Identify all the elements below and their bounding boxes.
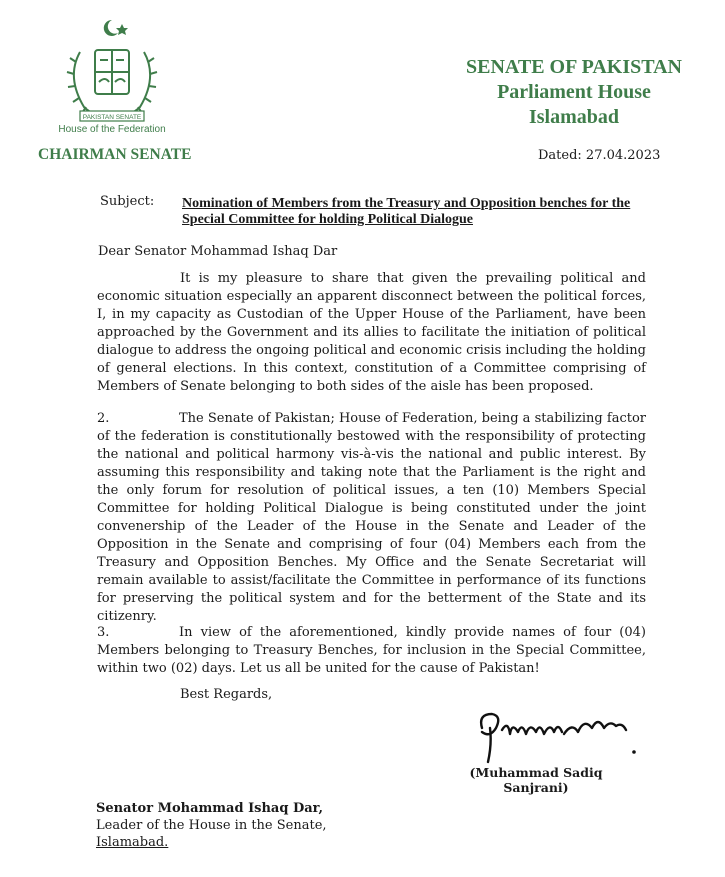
closing: Best Regards, [180, 687, 273, 702]
org-building: Parliament House [497, 81, 651, 103]
paragraph-3 [97, 624, 646, 678]
paragraph-3-text: In view of the aforementioned, kindly provide names of four (04) Members belonging to Treasury Benches, for inclusion in the Special Committee, within two (02) days. Let us all be united for the cause of Pakistan! [97, 625, 646, 676]
office-title: CHAIRMAN SENATE [38, 146, 192, 163]
subject-label: Subject: [100, 194, 155, 209]
signatory-name: (Muhammad Sadiq Sanjrani) [469, 765, 603, 795]
handwritten-signature [468, 706, 643, 766]
salutation: Dear Senator Mohammad Ishaq Dar [98, 244, 338, 259]
organization-block [440, 55, 708, 130]
recipient-name: Senator Mohammad Ishaq Dar, [96, 801, 324, 816]
paragraph-1-text: It is my pleasure to share that given the prevailing political and economic situation especially an apparent disconnect between the political forces, I, in my capacity as Custodian of the Upper House of the Parliament, have been approached by the Government and its allies to facilitate the initiation of political dialogue to address the ongoing political and economic crisis including the holding of general elections. In this context, constitution of a Committee comprising of Members of Senate belonging to both sides of the aisle has been proposed. [97, 271, 646, 394]
subject-text: Nomination of Members from the Treasury and Opposition benches for the Special Committee for holding Political Dialogue [182, 196, 631, 227]
senate-emblem-logo [62, 12, 162, 132]
org-name: SENATE OF PAKISTAN [466, 56, 682, 78]
org-city: Islamabad [528, 106, 620, 128]
paragraph-number: 2. [97, 411, 110, 426]
letter-date: Dated: 27.04.2023 [538, 148, 661, 163]
recipient-city: Islamabad. [96, 835, 169, 850]
house-label: House of the Federation [58, 124, 166, 135]
paragraph-2-text: The Senate of Pakistan; House of Federation, being a stabilizing factor of the federation is constitutionally bestowed with the responsibility of protecting the national and political harmony vis-à-vis the national and public interest. By assuming this responsibility and taking note that the Parliament is the right and the only forum for resolution of political issues, a ten (10) Members Special Committee for holding Political Dialogue is being constituted under the joint convenership of the Leader of the House in the Senate and Leader of the Opposition in the Senate and comprising of four (04) Members each from the Treasury and Opposition Benches. My Office and the Senate Secretariat will remain available to assist/facilitate the Committee in performance of its functions for preserving the political system and for the betterment of the State and its citizenry. [97, 411, 646, 624]
recipient-address [96, 800, 327, 851]
recipient-title: Leader of the House in the Senate, [96, 818, 327, 833]
paragraph-2 [97, 410, 646, 626]
emblem-ribbon-text: PAKISTAN SENATE [82, 114, 142, 121]
paragraph-1 [97, 270, 646, 396]
paragraph-number: 3. [97, 625, 110, 640]
